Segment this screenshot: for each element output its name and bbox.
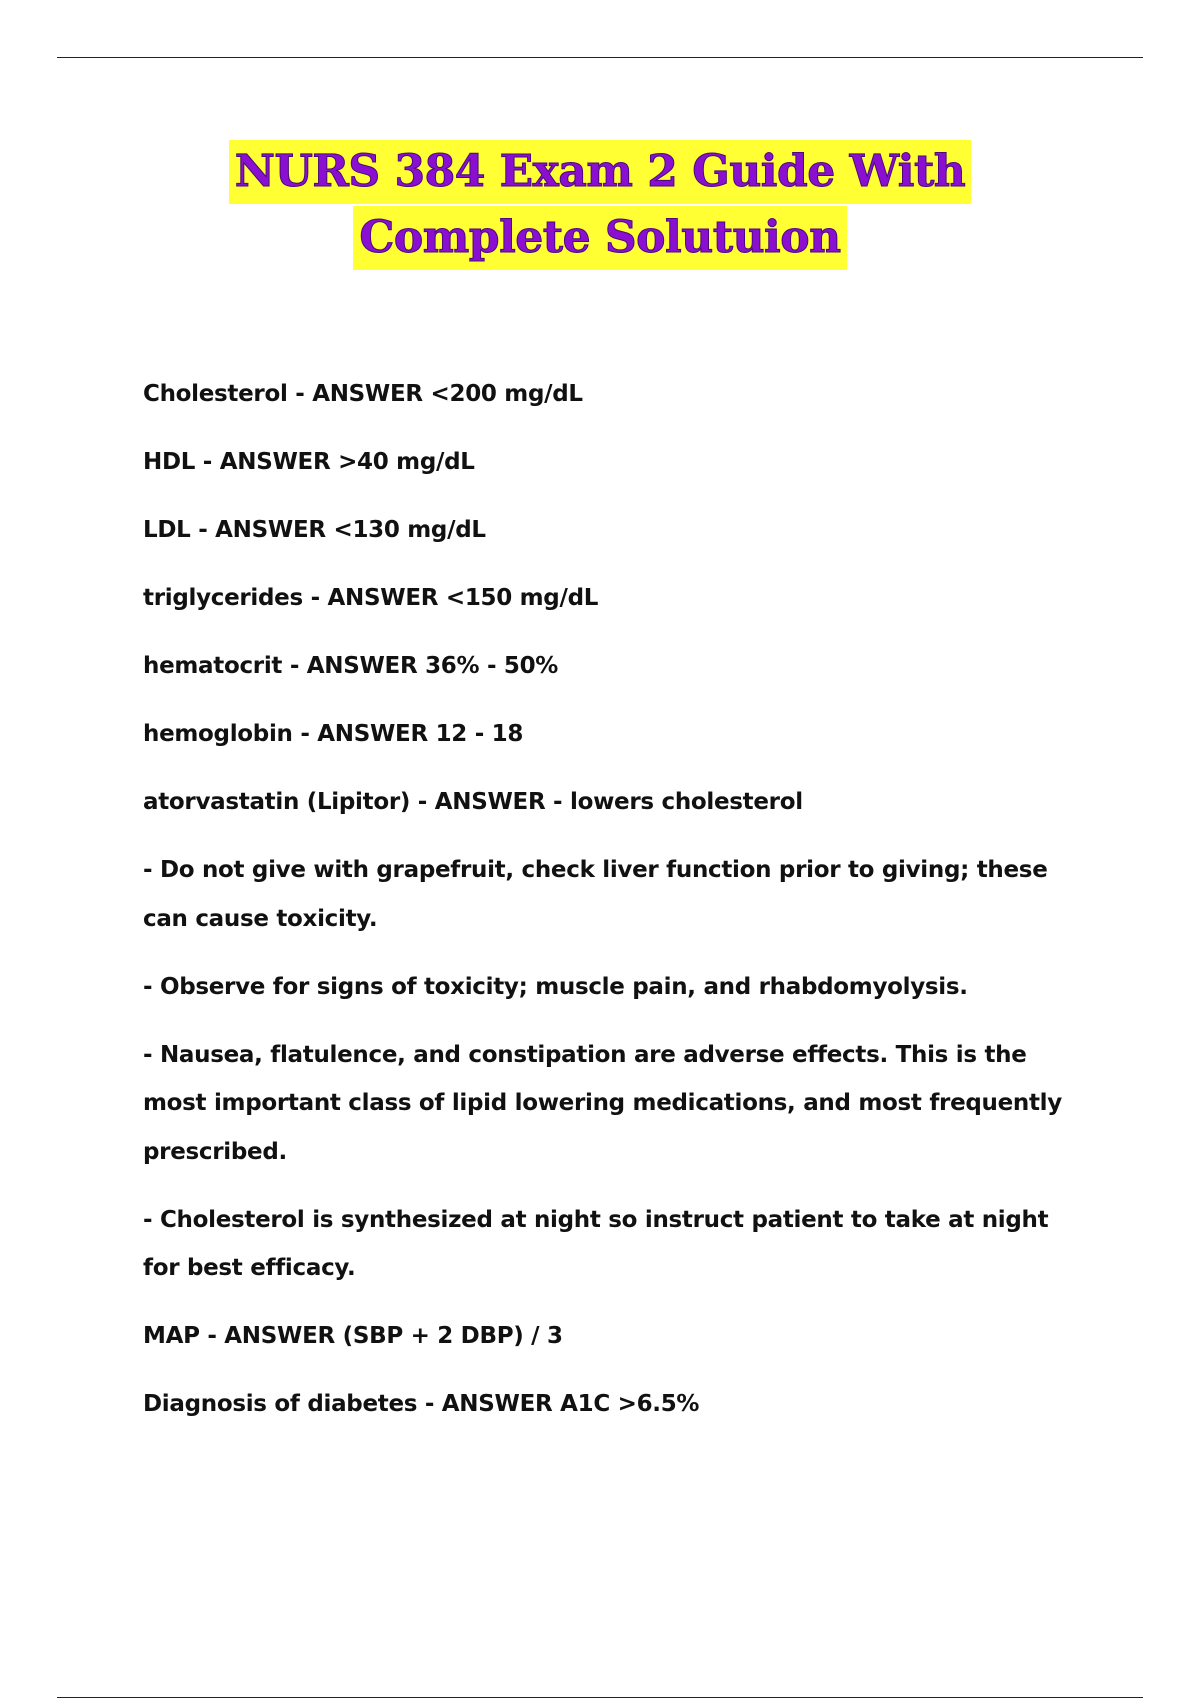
entry-grapefruit-note: - Do not give with grapefruit, check liver function prior to giving; these can cause toxicity. bbox=[143, 857, 1048, 932]
study-guide-entries bbox=[143, 370, 1083, 1448]
entry-hemoglobin: hemoglobin - ANSWER 12 - 18 bbox=[143, 721, 524, 747]
entry-atorvastatin: atorvastatin (Lipitor) - ANSWER - lowers cholesterol bbox=[143, 789, 803, 815]
title-line-2: Complete Solutuion bbox=[353, 206, 846, 270]
footer-divider bbox=[57, 1697, 1143, 1698]
header-divider bbox=[57, 57, 1143, 58]
entry-hematocrit: hematocrit - ANSWER 36% - 50% bbox=[143, 653, 559, 679]
entry-adverse-effects-note: - Nausea, flatulence, and constipation are adverse effects. This is the most important class of lipid lowering medications, and most frequently prescribed. bbox=[143, 1041, 1062, 1165]
entry-diabetes-diagnosis: Diagnosis of diabetes - ANSWER A1C >6.5% bbox=[143, 1391, 700, 1417]
entry-toxicity-note: - Observe for signs of toxicity; muscle pain, and rhabdomyolysis. bbox=[143, 973, 968, 1000]
entry-hdl: HDL - ANSWER >40 mg/dL bbox=[143, 449, 475, 475]
title-line-1: NURS 384 Exam 2 Guide With bbox=[229, 140, 972, 204]
document-title bbox=[0, 140, 1200, 272]
entry-cholesterol: Cholesterol - ANSWER <200 mg/dL bbox=[143, 381, 583, 407]
entry-map: MAP - ANSWER (SBP + 2 DBP) / 3 bbox=[143, 1323, 563, 1349]
entry-night-dosing-note: - Cholesterol is synthesized at night so instruct patient to take at night for best efficacy. bbox=[143, 1206, 1049, 1281]
entry-ldl: LDL - ANSWER <130 mg/dL bbox=[143, 517, 486, 543]
entry-triglycerides: triglycerides - ANSWER <150 mg/dL bbox=[143, 585, 599, 611]
